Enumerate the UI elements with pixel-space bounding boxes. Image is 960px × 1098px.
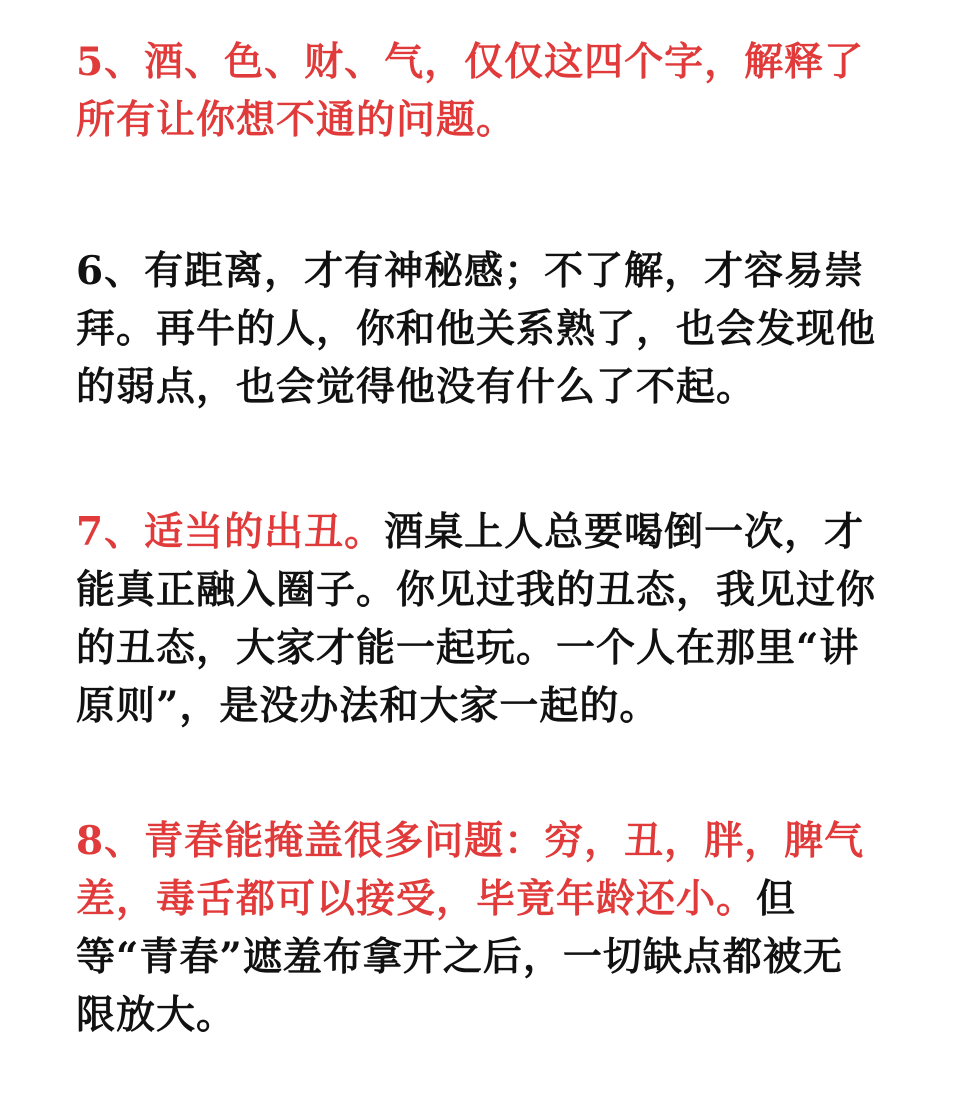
paragraph-item-8 xyxy=(76,812,876,1044)
body-text: 6、有距离，才有神秘感；不了解，才容易崇拜。再牛的人，你和他关系熟了，也会发现他的弱点，也会觉得他没有什么了不起。 xyxy=(76,248,877,410)
highlight-text: 7、适当的出丑。 xyxy=(76,509,385,555)
paragraph-item-7 xyxy=(76,503,876,735)
paragraph-item-5 xyxy=(76,33,876,149)
highlight-text: 5、酒、色、财、气，仅仅这四个字，解释了所有让你想不通的问题。 xyxy=(76,39,865,143)
paragraph-item-6 xyxy=(76,242,876,416)
body-text: 酒桌上人总要喝倒一次，才能真正融入圈子。你见过我的丑态，我见过你的丑态，大家才能一起玩。一个人在那里“讲原则”，是没办法和大家一起的。 xyxy=(76,509,877,729)
highlight-text: 8、青春能掩盖很多问题：穷，丑，胖，脾气差，毒舌都可以接受，毕竟年龄还小。 xyxy=(76,818,865,922)
body-text: 但等“青春”遮羞布拿开之后，一切缺点都被无限放大。 xyxy=(76,876,843,1038)
